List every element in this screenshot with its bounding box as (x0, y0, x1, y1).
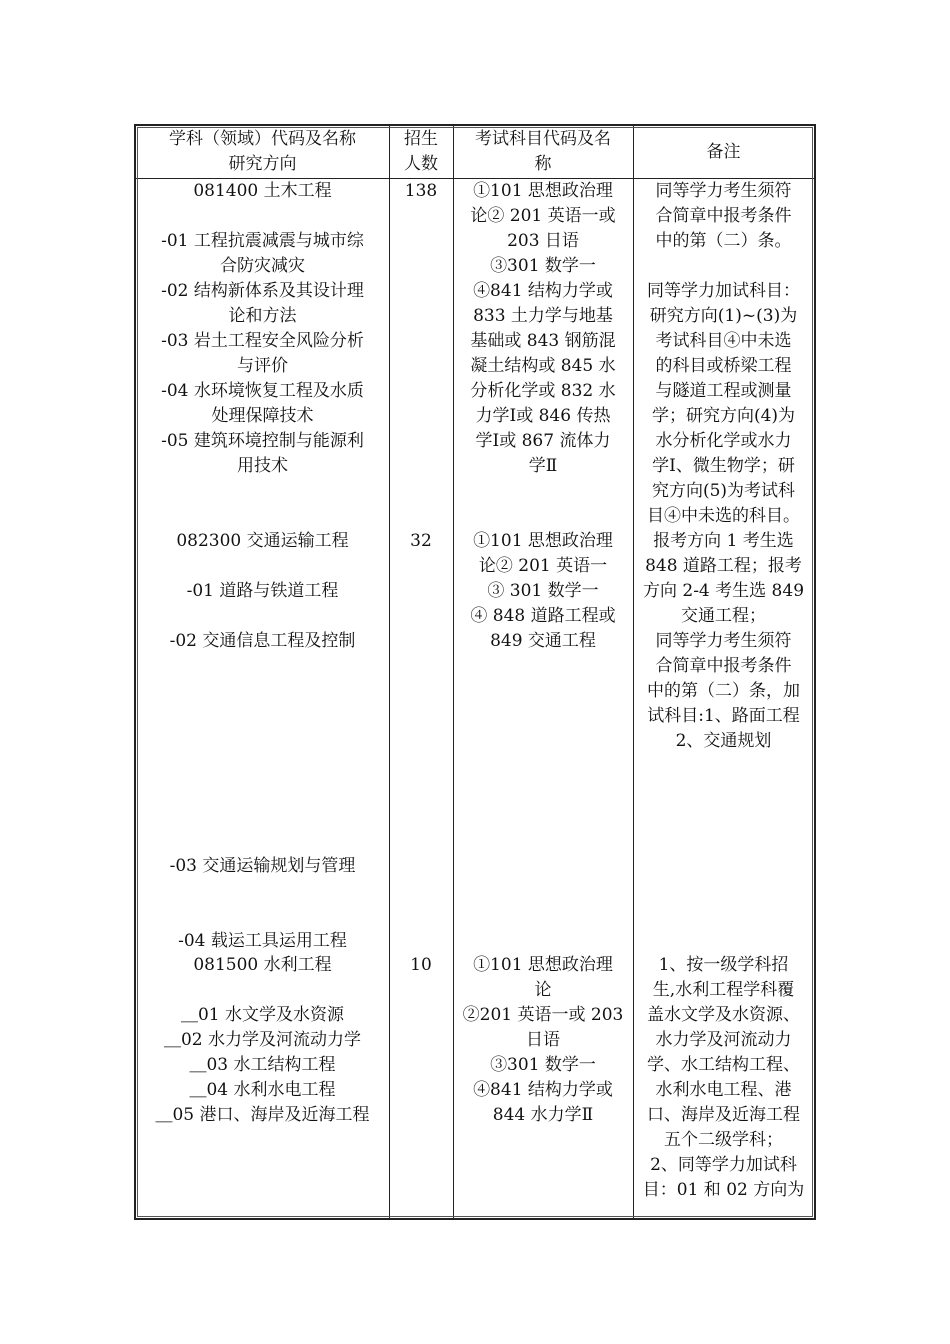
cell-line: 2、交通规划 (675, 731, 772, 751)
cell-line: 日语 (526, 1030, 560, 1050)
cell-line (136, 804, 389, 829)
cell-line: 同等学力考生须符 (655, 181, 792, 201)
cell-line: 方向 2-4 考生选 849 (642, 581, 805, 601)
cell-line: -05 建筑环境控制与能源利 (161, 431, 364, 451)
cell-line: 081400 土木工程 (193, 181, 332, 201)
cell-line (136, 554, 389, 579)
cell-line: 水分析化学或水力 (655, 431, 792, 451)
cell-line: 082300 交通运输工程 (176, 531, 349, 551)
cell-line: 论② 201 英语一或 (470, 206, 616, 226)
cell-line: -04 水环境恢复工程及水质 (161, 381, 364, 401)
cell-line: ②201 英语一或 203 (462, 1005, 624, 1025)
cell-line: -04 载运工具运用工程 (178, 931, 347, 951)
cell-line: 138 (404, 181, 438, 201)
cell-line: 论 (534, 980, 552, 1000)
cell-line: 同等学力加试科目： (647, 281, 800, 301)
cell-line: 学；研究方向(4)为 (651, 406, 796, 426)
cell-line: 学Ⅱ (528, 456, 558, 476)
cell-line (136, 654, 389, 679)
cell-line: 的科目或桥梁工程 (655, 356, 792, 376)
cell-line (136, 754, 389, 779)
cell-line (136, 604, 389, 629)
notes-cell (633, 179, 814, 529)
cell-line: 合简章中报考条件 (655, 656, 792, 676)
header-text: 称 (534, 154, 552, 174)
subjects-cell (453, 179, 633, 479)
cell-line: 同等学力考生须符 (655, 631, 792, 651)
cell-line: ④841 结构力学或 (473, 281, 613, 301)
discipline-cell (136, 179, 389, 479)
cell-line: 分析化学或 832 水 (470, 381, 616, 401)
cell-line: 水力学及河流动力 (655, 1030, 792, 1050)
enrollment-cell (389, 953, 453, 978)
cell-line: ③ 301 数学一 (487, 581, 599, 601)
cell-line: 用技术 (237, 456, 288, 476)
cell-line: 论② 201 英语一 (478, 556, 608, 576)
cell-line: 10 (410, 955, 432, 975)
cell-line (136, 779, 389, 804)
header-text: 研究方向 (228, 154, 297, 174)
cell-line: 32 (410, 531, 432, 551)
cell-line (136, 204, 389, 229)
cell-line (136, 729, 389, 754)
cell-line: 203 日语 (507, 231, 579, 251)
cell-line: 081500 水利工程 (193, 955, 332, 975)
header-text: 考试科目代码及名 (475, 129, 611, 149)
cell-line: 学Ⅰ、微生物学；研 (652, 456, 795, 476)
cell-line: ＿01 水文学及水资源 (180, 1005, 345, 1025)
cell-line: 研究方向(1)~(3)为 (649, 306, 798, 326)
cell-line: ③301 数学一 (490, 256, 596, 276)
cell-line: ＿03 水工结构工程 (189, 1055, 336, 1075)
enrollment-cell (389, 179, 453, 204)
header-discipline (136, 126, 389, 178)
cell-line (633, 254, 814, 279)
admissions-table (134, 124, 816, 1220)
cell-line: ③301 数学一 (490, 1055, 596, 1075)
cell-line: 报考方向 1 考生选 (653, 531, 794, 551)
cell-line (136, 978, 389, 1003)
cell-line: ①101 思想政治理 (473, 181, 613, 201)
cell-line: 水利水电工程、港 (655, 1080, 792, 1100)
cell-line: 中的第（二）条。 (655, 231, 792, 251)
cell-line: 处理保障技术 (211, 406, 314, 426)
cell-line: 试科目:1、路面工程 (647, 706, 800, 726)
cell-line: ＿04 水利水电工程 (189, 1080, 336, 1100)
cell-line: 目：01 和 02 方向为 (642, 1180, 805, 1200)
cell-line: 考试科目④中未选 (655, 331, 792, 351)
cell-line: 学Ⅰ或 867 流体力 (475, 431, 611, 451)
cell-line: ④ 848 道路工程或 (470, 606, 616, 626)
cell-line: 848 道路工程；报考 (645, 556, 802, 576)
header-subjects (453, 126, 633, 178)
cell-line: -03 岩土工程安全风险分析 (161, 331, 364, 351)
cell-line: -02 结构新体系及其设计理 (161, 281, 364, 301)
cell-line: 2、同等学力加试科 (650, 1155, 797, 1175)
cell-line: 交通工程； (681, 606, 766, 626)
discipline-cell (136, 529, 389, 954)
cell-line (136, 704, 389, 729)
cell-line: 合简章中报考条件 (655, 206, 792, 226)
cell-line: 844 水力学Ⅱ (492, 1105, 594, 1125)
cell-line: 合防灾减灾 (220, 256, 305, 276)
subjects-cell (453, 953, 633, 1128)
cell-line: 力学Ⅰ或 846 传热 (475, 406, 611, 426)
enrollment-cell (389, 529, 453, 554)
header-text: 招生 (404, 129, 438, 149)
cell-line: 中的第（二）条，加 (647, 681, 800, 701)
cell-line (136, 879, 389, 904)
cell-line: -03 交通运输规划与管理 (169, 856, 356, 876)
header-notes (633, 126, 814, 178)
discipline-cell (136, 953, 389, 1128)
cell-line: 盖水文学及水资源、 (647, 1005, 800, 1025)
cell-line: 论和方法 (228, 306, 297, 326)
cell-line: 生,水利工程学科覆 (652, 980, 795, 1000)
cell-line: -01 道路与铁道工程 (186, 581, 339, 601)
header-text: 学科（领域）代码及名称 (169, 129, 356, 149)
cell-line: ①101 思想政治理 (473, 955, 613, 975)
header-text: 备注 (706, 141, 741, 162)
cell-line: -01 工程抗震减震与城市综 (161, 231, 364, 251)
cell-line: 五个二级学科； (664, 1130, 783, 1150)
cell-line: ＿05 港口、海岸及近海工程 (155, 1105, 370, 1125)
cell-line: 849 交通工程 (490, 631, 596, 651)
cell-line: -02 交通信息工程及控制 (169, 631, 356, 651)
cell-line (136, 904, 389, 929)
cell-line: ④841 结构力学或 (473, 1080, 613, 1100)
notes-cell (633, 529, 814, 754)
cell-line (136, 829, 389, 854)
column-divider (389, 126, 390, 1218)
cell-line: 究方向(5)为考试科 (651, 481, 796, 501)
notes-cell (633, 953, 814, 1203)
cell-line: 833 土力学与地基 (473, 306, 613, 326)
header-enrollment (389, 126, 453, 178)
cell-line: 凝土结构或 845 水 (470, 356, 616, 376)
cell-line: 口、海岸及近海工程 (647, 1105, 800, 1125)
cell-line: ①101 思想政治理 (473, 531, 613, 551)
subjects-cell (453, 529, 633, 654)
cell-line: 目④中未选的科目。 (647, 506, 800, 526)
header-text: 人数 (404, 154, 438, 174)
cell-line: 与隧道工程或测量 (655, 381, 792, 401)
cell-line: 与评价 (237, 356, 288, 376)
cell-line: 基础或 843 钢筋混 (470, 331, 616, 351)
cell-line: 1、按一级学科招 (658, 955, 789, 975)
cell-line: 学、水工结构工程、 (647, 1055, 800, 1075)
cell-line (136, 679, 389, 704)
cell-line: ＿02 水力学及河流动力学 (163, 1030, 362, 1050)
